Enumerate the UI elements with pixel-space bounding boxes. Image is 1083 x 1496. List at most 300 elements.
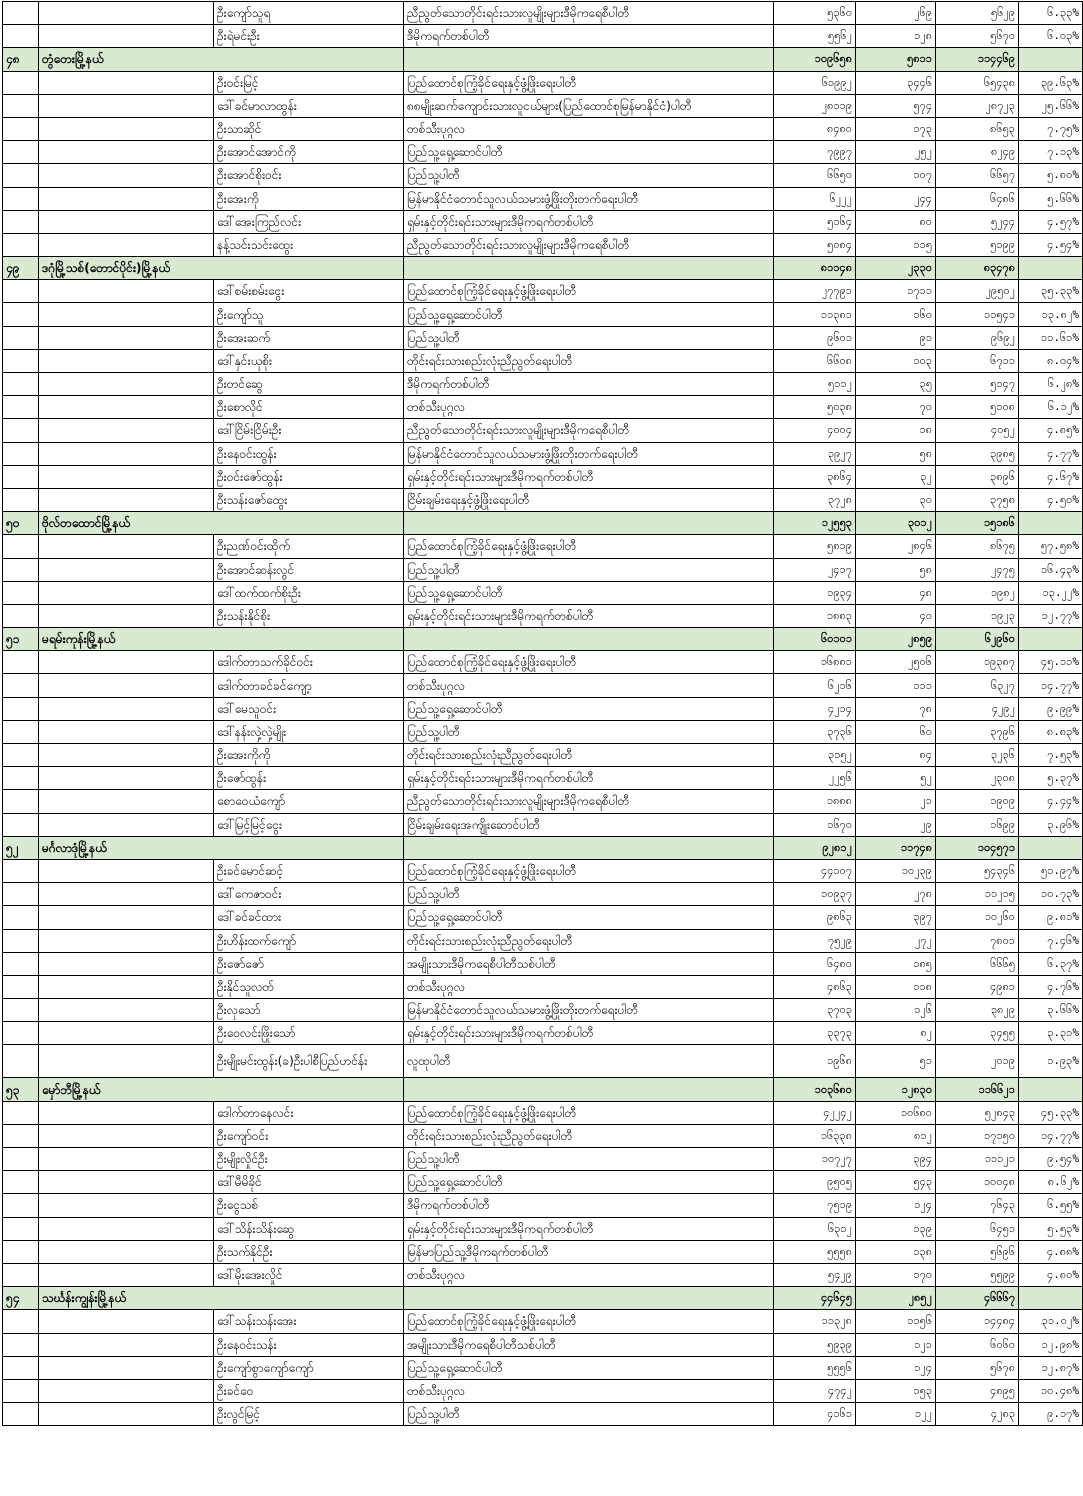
number-cell (3, 349, 39, 372)
candidate-row (3, 535, 1083, 558)
township-cell (39, 859, 214, 882)
candidate-percentage: ၃၁.၀၂% (1019, 1310, 1083, 1333)
candidate-votes: ၅၄၂၉ (774, 1263, 856, 1286)
candidate-name: ဦးအေးဆက် (214, 326, 404, 349)
township-cell (39, 1171, 214, 1194)
candidate-party: တိုင်းရင်းသားစည်းလုံးညီညွတ်ရေးပါတီ (404, 349, 774, 372)
candidate-total-votes: ၆၀၆၀ (936, 1333, 1019, 1356)
candidate-row (3, 94, 1083, 117)
candidate-advance-votes: ၄၈ (856, 581, 936, 604)
candidate-total-votes: ၅၂၄၄ (936, 210, 1019, 233)
candidate-name: ဦးလှသော် (214, 999, 404, 1022)
candidate-total-votes: ၁၉၀၉ (936, 790, 1019, 813)
candidate-votes: ၂၂၅၆ (774, 767, 856, 790)
number-cell (3, 952, 39, 975)
candidate-percentage: ၅.၆၆% (1019, 187, 1083, 210)
township-cell (39, 141, 214, 164)
candidate-percentage: ၁၄.၇၇% (1019, 1124, 1083, 1147)
candidate-advance-votes: ၇၀ (856, 396, 936, 419)
candidate-name: ဦးနေဝင်းသန်း (214, 1333, 404, 1356)
township-row (3, 48, 1083, 71)
candidate-row (3, 697, 1083, 720)
candidate-votes: ၁၈၈၃ (774, 604, 856, 627)
candidate-party: ပြည်သူ့ရှေ့ဆောင်ပါတီ (404, 1356, 774, 1379)
candidate-party: ပြည်ထောင်စုကြံ့ခိုင်ရေးနှင့်ဖွံ့ဖြိုးရေးပါတီ (404, 280, 774, 303)
candidate-total-votes: ၄၉၈၁ (936, 975, 1019, 998)
candidate-total-votes: ၃၈၂၉ (936, 999, 1019, 1022)
candidate-name: ဦးအောင်ဆန်းလွင် (214, 558, 404, 581)
candidate-row (3, 141, 1083, 164)
candidate-name: ဦးရဲမင်းဦး (214, 25, 404, 48)
candidate-votes: ၄၄၁၀၇ (774, 859, 856, 882)
candidate-votes: ၅၁၆၄ (774, 210, 856, 233)
candidate-advance-votes: ၂၉ (856, 813, 936, 836)
candidate-advance-votes: ၅၇၄ (856, 94, 936, 117)
candidate-advance-votes: ၅၁ (856, 1045, 936, 1078)
candidate-percentage: ၈.၈၃% (1019, 720, 1083, 743)
township-valid-votes: ၄၄၆၄၅ (774, 1287, 856, 1310)
candidate-votes: ၃၉၂၇ (774, 442, 856, 465)
number-cell (3, 141, 39, 164)
candidate-name: ဦးအောင်အောင်ကို (214, 141, 404, 164)
candidate-votes: ၁၉၃၄ (774, 581, 856, 604)
candidate-party: ရှမ်းနှင့်တိုင်းရင်းသားများဒီမိုကရက်တစ်ပါတီ (404, 767, 774, 790)
candidate-advance-votes: ၅၄၃ (856, 1171, 936, 1194)
township-cell (39, 465, 214, 488)
candidate-row (3, 1148, 1083, 1171)
candidate-percentage: ၃၉.၆၃% (1019, 71, 1083, 94)
number-cell (3, 1333, 39, 1356)
candidate-name: ဦးဝေလင်းဖြိုးသော် (214, 1022, 404, 1045)
candidate-total-votes: ၅၅၉၉ (936, 1263, 1019, 1286)
candidate-total-votes: ၃၇၅၈ (936, 488, 1019, 511)
township-advance-votes: ၁၂၈၃၀ (856, 1078, 936, 1101)
number-cell (3, 558, 39, 581)
candidate-name: ဒေါ်နှင်းယုစိုး (214, 349, 404, 372)
candidate-total-votes: ၅၁၄၇ (936, 373, 1019, 396)
number-cell (3, 1403, 39, 1426)
candidate-party: ပြည်ထောင်စုကြံ့ခိုင်ရေးနှင့်ဖွံ့ဖြိုးရေးပါတီ (404, 535, 774, 558)
township-cell (39, 442, 214, 465)
candidate-advance-votes: ၁၈ (856, 419, 936, 442)
candidate-name: ဦးဝင်းဇော်ထွန်း (214, 465, 404, 488)
township-cell (39, 1101, 214, 1124)
party-cell (404, 1078, 774, 1101)
candidate-percentage: ၄.၈၀% (1019, 1263, 1083, 1286)
number-cell (3, 813, 39, 836)
candidate-advance-votes: ၁၂၈ (856, 25, 936, 48)
township-cell (39, 651, 214, 674)
number-cell (3, 883, 39, 906)
candidate-row (3, 233, 1083, 256)
candidate-percentage: ၅.၅၃% (1019, 1217, 1083, 1240)
township-cell (39, 488, 214, 511)
candidate-party: ဒီမိုကရက်တစ်ပါတီ (404, 373, 774, 396)
candidate-party: ပြည်သူ့ပါတီ (404, 326, 774, 349)
candidate-advance-votes: ၈၂ (856, 1022, 936, 1045)
candidate-votes: ၄၂၁၄ (774, 697, 856, 720)
township-total-votes: ၁၀၄၅၇၁ (936, 836, 1019, 859)
candidate-name: ဦးဇော်ထွန်း (214, 767, 404, 790)
candidate-party: တစ်သီးပုဂ္ဂလ (404, 674, 774, 697)
candidate-votes: ၅၉၃၉ (774, 1333, 856, 1356)
township-name: တွံတေးမြို့နယ် (39, 48, 404, 71)
candidate-advance-votes: ၃၄၄၆ (856, 71, 936, 94)
township-cell (39, 720, 214, 743)
candidate-party: ပြည်သူ့ရှေ့ဆောင်ပါတီ (404, 1171, 774, 1194)
candidate-name: ဦးသာဆိုင် (214, 117, 404, 140)
candidate-name: ဒေါ်သန်းသန်းအေး (214, 1310, 404, 1333)
candidate-total-votes: ၆၄၈၆ (936, 187, 1019, 210)
candidate-advance-votes: ၁၀၆၈၀ (856, 1101, 936, 1124)
candidate-row (3, 349, 1083, 372)
township-cell (39, 303, 214, 326)
candidate-total-votes: ၃၈၉၆ (936, 465, 1019, 488)
candidate-party: တိုင်းရင်းသားစည်းလုံးညီညွတ်ရေးပါတီ (404, 744, 774, 767)
township-valid-votes: ၁၀၉၆၅၈ (774, 48, 856, 71)
candidate-row (3, 396, 1083, 419)
number-cell (3, 999, 39, 1022)
candidate-advance-votes: ၈၀ (856, 210, 936, 233)
candidate-name: ဦးနေဝင်းထွန်း (214, 442, 404, 465)
candidate-percentage: ၁၀.၇၃% (1019, 883, 1083, 906)
number-cell (3, 419, 39, 442)
candidate-name: ဒေါ်နန်းလှဲ့လှဲ့မျိုး (214, 720, 404, 743)
candidate-name: ဦးသန်းနိုင်စိုး (214, 604, 404, 627)
party-cell (404, 257, 774, 280)
candidate-total-votes: ၁၆၉၉ (936, 813, 1019, 836)
candidate-party: ရှမ်းနှင့်တိုင်းရင်းသားများဒီမိုကရက်တစ်ပါတီ (404, 1217, 774, 1240)
candidate-percentage: ၇.၅၃% (1019, 744, 1083, 767)
candidate-party: ပြည်ထောင်စုကြံ့ခိုင်ရေးနှင့်ဖွံ့ဖြိုးရေးပါတီ (404, 1101, 774, 1124)
candidate-percentage: ၈.၆၂% (1019, 1171, 1083, 1194)
township-cell (39, 1403, 214, 1426)
township-name: မှော်ဘီမြို့နယ် (39, 1078, 404, 1101)
candidate-advance-votes: ၃၂ (856, 465, 936, 488)
number-cell (3, 326, 39, 349)
candidate-votes: ၈၄၈၀ (774, 117, 856, 140)
candidate-percentage: ၅၇.၅၈% (1019, 535, 1083, 558)
candidate-percentage: ၆.၅၅% (1019, 1194, 1083, 1217)
candidate-votes: ၆၂၁၆ (774, 674, 856, 697)
candidate-total-votes: ၂၃၀၈ (936, 767, 1019, 790)
candidate-advance-votes: ၇၈ (856, 697, 936, 720)
candidate-total-votes: ၁၉၈၂ (936, 581, 1019, 604)
candidate-percentage: ၃.၆၆% (1019, 999, 1083, 1022)
percent-cell (1019, 628, 1083, 651)
township-row (3, 512, 1083, 535)
township-name: မရမ်းကုန်းမြို့နယ် (39, 628, 404, 651)
candidate-row (3, 1310, 1083, 1333)
candidate-votes: ၇၅၂၉ (774, 929, 856, 952)
candidate-percentage: ၇.၁၃% (1019, 141, 1083, 164)
candidate-percentage: ၃.၃၁% (1019, 1022, 1083, 1045)
candidate-row (3, 790, 1083, 813)
candidate-votes: ၁၀၉၃၇ (774, 883, 856, 906)
candidate-total-votes: ၅၁၉၉ (936, 233, 1019, 256)
township-cell (39, 1045, 214, 1078)
township-row (3, 1078, 1083, 1101)
number-cell (3, 164, 39, 187)
candidate-party: လူထုပါတီ (404, 1045, 774, 1078)
township-cell (39, 419, 214, 442)
candidate-party: ငြိမ်းချမ်းရေးအကျိုးဆောင်ပါတီ (404, 813, 774, 836)
township-name: ဒဂုံမြို့သစ်(တောင်ပိုင်း)မြို့နယ် (39, 257, 404, 280)
candidate-name: ဦးတင်ဆွေ (214, 373, 404, 396)
candidate-advance-votes: ၅၈ (856, 442, 936, 465)
candidate-name: ဦးငွေသစ် (214, 1194, 404, 1217)
party-cell (404, 48, 774, 71)
candidate-total-votes: ၃၇၉၆ (936, 720, 1019, 743)
candidate-total-votes: ၃၉၈၅ (936, 442, 1019, 465)
candidate-name: ဒေါက်တာနေလင်း (214, 1101, 404, 1124)
candidate-total-votes: ၆၆၅၇ (936, 164, 1019, 187)
township-row (3, 836, 1083, 859)
candidate-total-votes: ၄၂၉၂ (936, 697, 1019, 720)
candidate-votes: ၆၄၈၀ (774, 952, 856, 975)
township-advance-votes: ၂၃၃၀ (856, 257, 936, 280)
candidate-name: ဦးနိုင်သူလတ် (214, 975, 404, 998)
candidate-row (3, 326, 1083, 349)
candidate-row (3, 373, 1083, 396)
candidate-percentage: ၆.၃၃% (1019, 2, 1083, 25)
number-cell (3, 1263, 39, 1286)
candidate-advance-votes: ၂၈၄၆ (856, 535, 936, 558)
candidate-row (3, 1124, 1083, 1147)
township-advance-votes: ၅၈၁၁ (856, 48, 936, 71)
candidate-percentage: ၆.၀၃% (1019, 25, 1083, 48)
township-cell (39, 94, 214, 117)
number-cell (3, 187, 39, 210)
candidate-name: ဒေါ်ခင်မာလာထွန်း (214, 94, 404, 117)
township-cell (39, 1379, 214, 1402)
candidate-total-votes: ၁၁၁၂၁ (936, 1148, 1019, 1171)
candidate-votes: ၅၈၁၉ (774, 535, 856, 558)
party-cell (404, 628, 774, 651)
candidate-row (3, 1263, 1083, 1286)
candidate-advance-votes: ၃၀ (856, 488, 936, 511)
candidate-advance-votes: ၂၁ (856, 790, 936, 813)
candidate-advance-votes: ၁၂၄ (856, 1356, 936, 1379)
candidate-name: ဦးကျော်စွာကျော်ကျော် (214, 1356, 404, 1379)
township-cell (39, 164, 214, 187)
candidate-percentage: ၄.၈၈% (1019, 1240, 1083, 1263)
percent-cell (1019, 1078, 1083, 1101)
candidate-votes: ၃၇၀၃ (774, 999, 856, 1022)
candidate-percentage: ၁၀.၄၈% (1019, 1379, 1083, 1402)
number-cell (3, 790, 39, 813)
candidate-row (3, 674, 1083, 697)
candidate-percentage: ၄.၈၅% (1019, 419, 1083, 442)
candidate-advance-votes: ၁၂၁ (856, 1333, 936, 1356)
number-cell (3, 744, 39, 767)
candidate-percentage: ၄.၇၆% (1019, 975, 1083, 998)
candidate-party: ပြည်သူ့ရှေ့ဆောင်ပါတီ (404, 697, 774, 720)
township-number: ၅၃ (3, 1078, 39, 1101)
township-cell (39, 71, 214, 94)
candidate-row (3, 303, 1083, 326)
candidate-row (3, 280, 1083, 303)
candidate-party: ရှမ်းနှင့်တိုင်းရင်းသားများဒီမိုကရက်တစ်ပါတီ (404, 210, 774, 233)
candidate-row (3, 604, 1083, 627)
candidate-percentage: ၄.၇၇% (1019, 442, 1083, 465)
township-cell (39, 604, 214, 627)
township-number: ၄၉ (3, 257, 39, 280)
candidate-votes: ၁၁၃၂၈ (774, 1310, 856, 1333)
results-table (2, 1, 1083, 1426)
candidate-row (3, 975, 1083, 998)
candidate-total-votes: ၆၅၄၃၈ (936, 71, 1019, 94)
candidate-total-votes: ၁၄၄၈၄ (936, 1310, 1019, 1333)
township-cell (39, 883, 214, 906)
candidate-advance-votes: ၃၉၄ (856, 1148, 936, 1171)
township-cell (39, 1263, 214, 1286)
number-cell (3, 697, 39, 720)
candidate-name: ဦးကျော်သူ (214, 303, 404, 326)
candidate-name: ဒေါ်မေသူဝင်း (214, 697, 404, 720)
candidate-party: ပြည်ထောင်စုကြံ့ခိုင်ရေးနှင့်ဖွံ့ဖြိုးရေးပါတီ (404, 1310, 774, 1333)
number-cell (3, 720, 39, 743)
candidate-name: ဦးစောလိုင် (214, 396, 404, 419)
number-cell (3, 280, 39, 303)
candidate-votes: ၆၆၀၈ (774, 349, 856, 372)
township-cell (39, 326, 214, 349)
candidate-party: ဒီမိုကရက်တစ်ပါတီ (404, 25, 774, 48)
candidate-name: ဦးညဏ်ဝင်းထိုက် (214, 535, 404, 558)
township-total-votes: ၁၅၁၈၆ (936, 512, 1019, 535)
township-name: မင်္ဂလာဒုံမြို့နယ် (39, 836, 404, 859)
township-cell (39, 535, 214, 558)
candidate-percentage: ၄.၄၄% (1019, 790, 1083, 813)
township-cell (39, 117, 214, 140)
candidate-row (3, 929, 1083, 952)
number-cell (3, 1240, 39, 1263)
candidate-row (3, 465, 1083, 488)
candidate-advance-votes: ၁၁၅၆ (856, 1310, 936, 1333)
candidate-party: တစ်သီးပုဂ္ဂလ (404, 396, 774, 419)
candidate-votes: ၄၂၂၄၂ (774, 1101, 856, 1124)
candidate-total-votes: ၃၄၅၅ (936, 1022, 1019, 1045)
township-cell (39, 1194, 214, 1217)
candidate-row (3, 999, 1083, 1022)
candidate-advance-votes: ၅၈ (856, 558, 936, 581)
candidate-row (3, 25, 1083, 48)
number-cell (3, 396, 39, 419)
candidate-advance-votes: ၁၇၀ (856, 1263, 936, 1286)
township-cell (39, 975, 214, 998)
candidate-votes: ၅၀၈၄ (774, 233, 856, 256)
candidate-advance-votes: ၂၅၂ (856, 141, 936, 164)
candidate-name: ဒေါက်တာခင်ခင်ကျော့ (214, 674, 404, 697)
candidate-row (3, 813, 1083, 836)
number-cell (3, 1101, 39, 1124)
candidate-total-votes: ၄၀၅၂ (936, 419, 1019, 442)
township-name: ဗိုလ်တထောင်မြို့နယ် (39, 512, 404, 535)
candidate-advance-votes: ၁၃၉ (856, 1217, 936, 1240)
candidate-percentage: ၆.၁၂% (1019, 396, 1083, 419)
candidate-advance-votes: ၆၀ (856, 720, 936, 743)
candidate-party: ရှမ်းနှင့်တိုင်းရင်းသားများဒီမိုကရက်တစ်ပါတီ (404, 604, 774, 627)
township-total-votes: ၆၂၉၆၀ (936, 628, 1019, 651)
candidate-party: မြန်မာနိုင်ငံတောင်သူလယ်သမားဖွံ့ဖြိုးတိုးတက်ရေးပါတီ (404, 187, 774, 210)
candidate-row (3, 1171, 1083, 1194)
township-advance-votes: ၁၁၇၄၈ (856, 836, 936, 859)
number-cell (3, 373, 39, 396)
number-cell (3, 117, 39, 140)
candidate-total-votes: ၅၂၈၄၃ (936, 1101, 1019, 1124)
candidate-votes: ၃၈၆၄ (774, 465, 856, 488)
candidate-percentage: ၁၄.၇၇% (1019, 674, 1083, 697)
candidate-percentage: ၇.၇၅% (1019, 117, 1083, 140)
candidate-percentage: ၄.၅၄% (1019, 233, 1083, 256)
township-total-votes: ၄၆၆၆၇ (936, 1287, 1019, 1310)
candidate-row (3, 1403, 1083, 1426)
candidate-total-votes: ၅၄၃၄၆ (936, 859, 1019, 882)
candidate-name: ဦးခင်မောင်ဆင့် (214, 859, 404, 882)
candidate-percentage: ၉.၅၄% (1019, 1148, 1083, 1171)
candidate-total-votes: ၁၁၅၄၁ (936, 303, 1019, 326)
candidate-percentage: ၁၂.၈၇% (1019, 1356, 1083, 1379)
township-cell (39, 790, 214, 813)
candidate-party: ပြည်သူ့ရှေ့ဆောင်ပါတီ (404, 303, 774, 326)
candidate-percentage: ၅.၈၀% (1019, 164, 1083, 187)
candidate-percentage: ၄၅.၁၁% (1019, 651, 1083, 674)
candidate-row (3, 651, 1083, 674)
candidate-advance-votes: ၁၂၆ (856, 999, 936, 1022)
candidate-row (3, 1194, 1083, 1217)
candidate-party: ပြည်သူ့ပါတီ (404, 720, 774, 743)
number-cell (3, 767, 39, 790)
candidate-votes: ၆၆၅၀ (774, 164, 856, 187)
candidate-advance-votes: ၁၂၂ (856, 1403, 936, 1426)
candidate-votes: ၇၅၁၉ (774, 1194, 856, 1217)
candidate-row (3, 419, 1083, 442)
candidate-votes: ၂၄၁၇ (774, 558, 856, 581)
township-row (3, 628, 1083, 651)
party-cell (404, 836, 774, 859)
candidate-votes: ၅၁၁၂ (774, 373, 856, 396)
candidate-party: တိုင်းရင်းသားစည်းလုံးညီညွတ်ရေးပါတီ (404, 1124, 774, 1147)
candidate-votes: ၉၅၀၅ (774, 1171, 856, 1194)
candidate-votes: ၉၆၀၁ (774, 326, 856, 349)
township-cell (39, 210, 214, 233)
candidate-advance-votes: ၂၅၀၆ (856, 651, 936, 674)
candidate-party: အမျိုးသားဒီမိုကရေစီပါတီသစ်ပါတီ (404, 1333, 774, 1356)
candidate-total-votes: ၁၉၂၃ (936, 604, 1019, 627)
party-cell (404, 1287, 774, 1310)
candidate-party: ညီညွတ်သောတိုင်းရင်းသားလူမျိုးများဒီမိုကရေစီပါတီ (404, 2, 774, 25)
township-number: ၅၂ (3, 836, 39, 859)
candidate-percentage: ၄၅.၃၃% (1019, 1101, 1083, 1124)
candidate-row (3, 767, 1083, 790)
candidate-row (3, 187, 1083, 210)
percent-cell (1019, 48, 1083, 71)
number-cell (3, 1194, 39, 1217)
candidate-votes: ၄၈၆၃ (774, 975, 856, 998)
township-cell (39, 697, 214, 720)
candidate-row (3, 558, 1083, 581)
number-cell (3, 442, 39, 465)
candidate-party: ပြည်သူ့ရှေ့ဆောင်ပါတီ (404, 906, 774, 929)
candidate-percentage: ၈.၀၄% (1019, 349, 1083, 372)
candidate-votes: ၁၉၆၈ (774, 1045, 856, 1078)
candidate-votes: ၁၀၇၂၇ (774, 1148, 856, 1171)
candidate-votes: ၉၈၆၃ (774, 906, 856, 929)
township-cell (39, 349, 214, 372)
candidate-percentage: ၄.၆၇% (1019, 465, 1083, 488)
township-cell (39, 25, 214, 48)
township-cell (39, 1240, 214, 1263)
